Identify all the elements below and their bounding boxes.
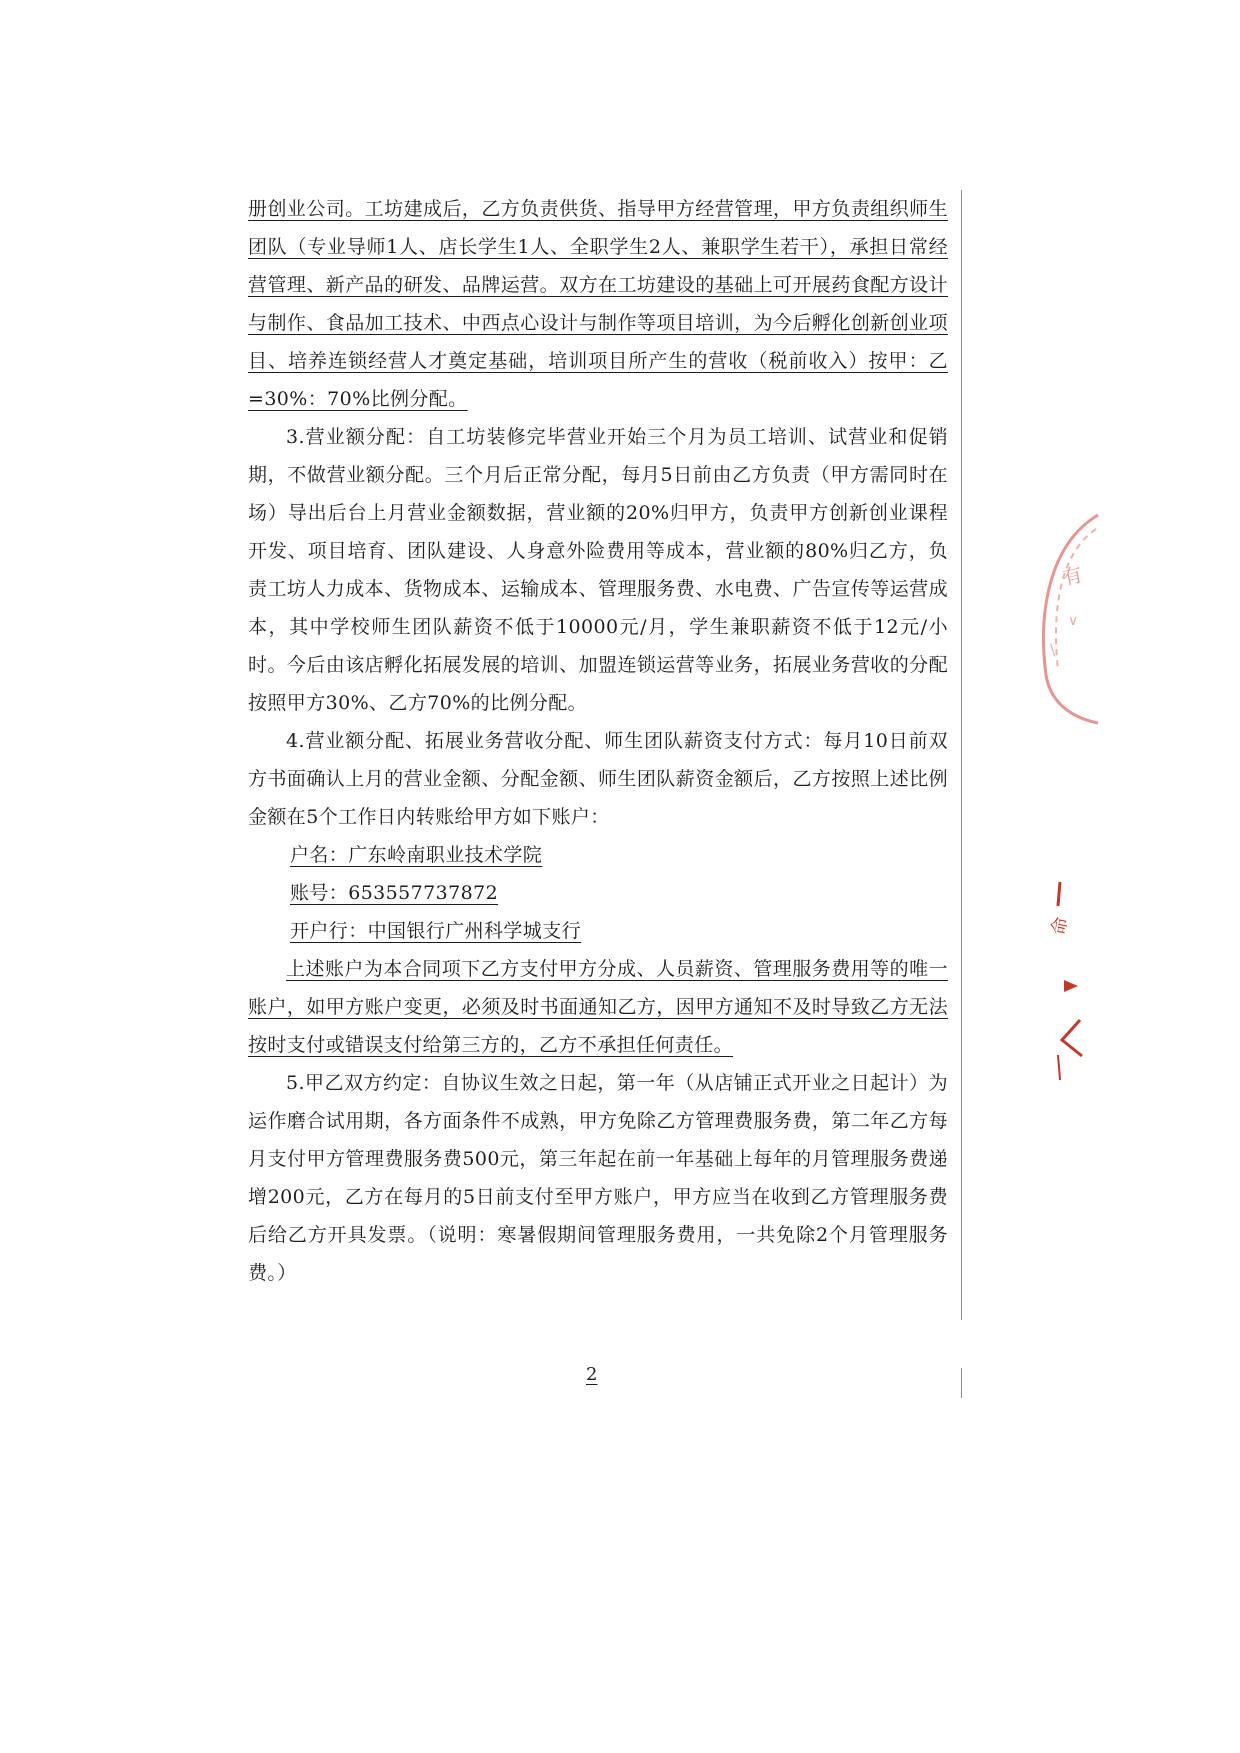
svg-text:∨: ∨ bbox=[1068, 613, 1079, 629]
page-margin-line bbox=[961, 190, 962, 1320]
seam-seal-mark bbox=[1048, 880, 1098, 1090]
paragraph-revenue-distribution: 3.营业额分配：自工坊装修完毕营业开始三个月为员工培训、试营业和促销期，不做营业额分配。三个月后正常分配，每月5日前由乙方负责（甲方需同时在场）导出后台上月营业金额数据，营业额的20%归甲方，负责甲方创新创业课程开发、项目培育、团队建设、人身意外险费用等成本，营业额的80%归乙方，负责工坊人力成本、货物成本、运输成本、管理服务费、水电费、广告宣传等运营成本，其中学校师生团队薪资不低于10000元/月，学生兼职薪资不低于12元/小时。今后由该店孵化拓展发展的培训、加盟连锁运营等业务，拓展业务营收的分配按照甲方30%、乙方70%的比例分配。 bbox=[248, 426, 948, 714]
svg-text:有: 有 bbox=[1060, 562, 1085, 590]
account-number: 账号：653557737872 bbox=[290, 882, 499, 904]
paragraph-cooperation-workshop: 册创业公司。工坊建成后，乙方负责供货、指导甲方经营管理，甲方负责组织师生团队（专业导师1人、店长学生1人、全职学生2人、兼职学生若干），承担日常经营管理、新产品的研发、品牌运营。双方在工坊建设的基础上可开展药食配方设计与制作、食品加工技术、中西点心设计与制作等项目培训，为今后孵化创新创业项目、培养连锁经营人才奠定基础，培训项目所产生的营收（税前收入）按甲：乙=30%：70%比例分配。 bbox=[248, 198, 948, 410]
account-name: 户名：广东岭南职业技术学院 bbox=[290, 844, 543, 866]
red-seal-stamp bbox=[1028, 505, 1108, 725]
paragraph-payment-method: 4.营业额分配、拓展业务营收分配、师生团队薪资支付方式：每月10日前双方书面确认上月的营业金额、分配金额、师生团队薪资金额后，乙方按照上述比例金额在5个工作日内转账给甲方如下账户： bbox=[248, 730, 948, 828]
page-number: 2 bbox=[586, 1364, 598, 1385]
paragraph-account-statement: 上述账户为本合同项下乙方支付甲方分成、人员薪资、管理服务费用等的唯一账户，如甲方账户变更，必须及时书面通知乙方，因甲方通知不及时导致乙方无法按时支付或错误支付给第三方的，乙方不承担任何责任。 bbox=[248, 958, 948, 1056]
svg-text:命: 命 bbox=[1048, 915, 1073, 937]
svg-text:\: \ bbox=[1050, 640, 1056, 659]
document-body bbox=[248, 190, 948, 1292]
paragraph-management-fee: 5.甲乙双方约定：自协议生效之日起，第一年（从店铺正式开业之日起计）为运作磨合试用期，各方面条件不成熟，甲方免除乙方管理费服务费，第二年乙方每月支付甲方管理费服务费500元，第三年起在前一年基础上每年的月管理服务费递增200元，乙方在每月的5日前支付至甲方账户，甲方应当在收到乙方管理服务费后给乙方开具发票。（说明：寒暑假期间管理服务费用，一共免除2个月管理服务费。） bbox=[248, 1072, 948, 1284]
account-bank: 开户行：中国银行广州科学城支行 bbox=[290, 920, 582, 942]
footer-margin-line bbox=[961, 1368, 962, 1398]
